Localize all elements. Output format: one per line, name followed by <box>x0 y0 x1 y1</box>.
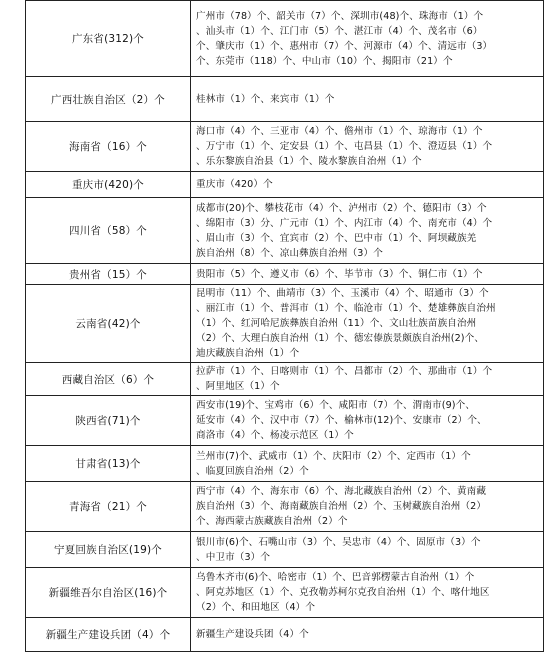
province-cell: 新疆生产建设兵团（4）个 <box>26 618 191 652</box>
province-cell: 云南省(42)个 <box>26 285 191 363</box>
cities-line: 商洛市（4）个、杨凌示范区（1）个 <box>196 430 354 441</box>
province-cell: 海南省（16）个 <box>26 122 191 172</box>
cities-line: 银川市(6)个、石嘴山市（3）个、吴忠市（4）个、固原市（3）个 <box>196 536 481 548</box>
table-row <box>26 122 544 172</box>
province-cell: 西藏自治区（6）个 <box>26 363 191 396</box>
cities-line: 乌鲁木齐市(6)个、哈密市（1）个、巴音郭楞蒙古自治州（1）个 <box>196 572 475 583</box>
cities-line: 、中卫市（3）个 <box>196 551 271 563</box>
cities-line: 族自治州（3）个、海南藏族自治州（2）个、玉树藏族自治州（2） <box>196 501 487 512</box>
cities-line: 、临夏回族自治州（2）个 <box>196 465 309 477</box>
table-row <box>26 285 544 363</box>
cities-line: 个、肇庆市（1）个、惠州市（7）个、河源市（4）个、清远市（3） <box>196 40 493 52</box>
province-cell: 广西壮族自治区（2）个 <box>26 77 191 122</box>
province-cell: 重庆市(420)个 <box>26 172 191 198</box>
table-row <box>26 77 544 122</box>
cities-cell <box>191 363 544 396</box>
table-row <box>26 532 544 568</box>
cities-line: 、乐东黎族自治县（1）个、陵水黎族自治州（1）个 <box>196 156 422 167</box>
cities-line: 广州市（78）个、韶关市（7）个、深圳市(48)个、珠海市（1）个 <box>196 10 484 22</box>
cities-cell <box>191 285 544 363</box>
cities-line: 海口市（4）个、三亚市（4）个、儋州市（1）个、琼海市（1）个 <box>196 126 483 137</box>
province-cell: 青海省（21）个 <box>26 482 191 532</box>
cities-line: 、汕头市（1）个、江门市（5）个、湛江市（4）个、茂名市（6） <box>196 25 483 37</box>
cities-line: 兰州市(7)个、武威市（1）个、庆阳市（2）个、定西市（1）个 <box>196 450 471 462</box>
cities-line: 延安市（4）个、汉中市（7）个、榆林市(12)个、安康市（2）个、 <box>196 415 487 426</box>
cities-line: 西安市(19)个、宝鸡市（6）个、咸阳市（7）个、渭南市(9)个、 <box>196 400 476 411</box>
cities-cell <box>191 172 544 198</box>
cities-cell <box>191 446 544 482</box>
table-row <box>26 198 544 264</box>
cities-line: 贵阳市（5）个、遵义市（6）个、毕节市（3）个、铜仁市（1）个 <box>196 268 483 280</box>
table-row <box>26 446 544 482</box>
province-cell: 新疆维吾尔自治区(16)个 <box>26 568 191 618</box>
cities-line: 迪庆藏族自治州（1）个 <box>196 348 300 359</box>
cities-line: 个、东莞市（118）个、中山市（10）个、揭阳市（21）个 <box>196 55 453 67</box>
cities-line: （2）个、大理白族自治州（1）个、德宏傣族景颇族自治州(2)个、 <box>196 333 485 344</box>
table-row <box>26 363 544 396</box>
cities-cell <box>191 618 544 652</box>
cities-line: （1）个、红河哈尼族彝族自治州（11）个、文山壮族苗族自治州 <box>196 318 477 329</box>
table-row <box>26 396 544 446</box>
cities-line: 重庆市（420）个 <box>196 179 273 190</box>
cities-cell <box>191 532 544 568</box>
cities-cell <box>191 122 544 172</box>
province-cell: 甘肃省(13)个 <box>26 446 191 482</box>
cities-line: 、绵阳市（3）分、广元市（1）个、内江市（4）个、南充市（4）个 <box>196 217 493 229</box>
cities-line: 昆明市（11）个、曲靖市（3）个、玉溪市（4）个、昭通市（3）个 <box>196 288 489 299</box>
table-row <box>26 264 544 285</box>
cities-cell <box>191 264 544 285</box>
table-row <box>26 172 544 198</box>
table-row <box>26 1 544 77</box>
cities-line: 成都市(20)个、攀枝花市（4）个、泸州市（2）个、德阳市（3）个 <box>196 202 487 214</box>
province-cell: 广东省(312)个 <box>26 1 191 77</box>
cities-line: 、阿里地区（1）个 <box>196 381 280 392</box>
province-city-table-frame <box>25 0 543 646</box>
cities-cell <box>191 77 544 122</box>
table-row <box>26 618 544 652</box>
cities-line: 个、海西蒙古族藏族自治州（2）个 <box>196 516 348 527</box>
cities-line: 、眉山市（3）个、宜宾市（2）个、巴中市（1）个、阿坝藏族羌 <box>196 232 477 244</box>
cities-cell <box>191 198 544 264</box>
cities-cell <box>191 568 544 618</box>
province-city-table <box>25 0 544 652</box>
cities-line: （2）个、和田地区（4）个 <box>196 602 316 613</box>
cities-line: 西宁市（4）个、海东市（6）个、海北藏族自治州（2）个、黄南藏 <box>196 486 487 497</box>
province-cell: 四川省（58）个 <box>26 198 191 264</box>
province-cell: 陕西省(71)个 <box>26 396 191 446</box>
cities-line: 拉萨市（1）个、日喀则市（1）个、昌都市（2）个、那曲市（1）个 <box>196 366 493 377</box>
cities-line: 、万宁市（1）个、定安县（1）个、屯昌县（1）个、澄迈县（1）个 <box>196 141 493 152</box>
table-row <box>26 568 544 618</box>
cities-line: 、丽江市（1）个、普洱市（1）个、临沧市（1）个、楚雄彝族自治州 <box>196 303 496 314</box>
cities-cell <box>191 1 544 77</box>
cities-line: 、阿克苏地区（1）个、克孜勒苏柯尔克孜自治州（1）个、喀什地区 <box>196 587 490 598</box>
province-cell: 贵州省（15）个 <box>26 264 191 285</box>
cities-line: 新疆生产建设兵团（4）个 <box>196 629 309 640</box>
table-body <box>26 1 544 652</box>
province-cell: 宁夏回族自治区(19)个 <box>26 532 191 568</box>
table-row <box>26 482 544 532</box>
cities-line: 族自治州（8）个、凉山彝族自治州（3）个 <box>196 247 383 259</box>
cities-line: 桂林市（1）个、来宾市（1）个 <box>196 93 335 105</box>
cities-cell <box>191 482 544 532</box>
cities-cell <box>191 396 544 446</box>
